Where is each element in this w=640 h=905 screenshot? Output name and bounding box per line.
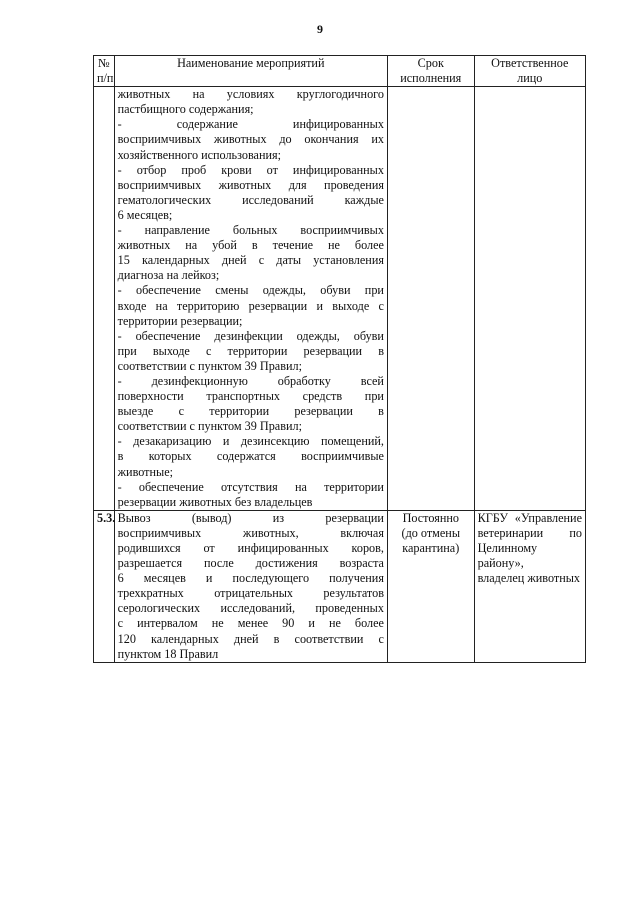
page-number: 9 xyxy=(317,22,323,36)
cell-responsible xyxy=(474,510,585,662)
text-line: восприимчивых животных, включая xyxy=(117,525,384,540)
text-line: восприимчивых животных до окончания их xyxy=(117,132,384,147)
text-line: разрешается после достижения возраста xyxy=(117,556,384,571)
header-responsible: Ответственное лицо xyxy=(474,56,585,87)
text-line: - содержание инфицированных xyxy=(117,117,384,132)
text-line: входе на территорию резервации и выходе с xyxy=(117,298,384,313)
table-header-row xyxy=(94,56,586,87)
text-line: животные; xyxy=(117,464,174,479)
text-line: при выходе с территории резервации в xyxy=(117,343,384,358)
text-line: животных на убой в течение не более xyxy=(117,238,384,253)
text-line: серологических исследований, проведенных xyxy=(117,601,384,616)
header-term: Срок исполнения xyxy=(387,56,474,87)
text-line: хозяйственного использования; xyxy=(117,147,281,162)
text-line: - обеспечение смены одежды, обуви при xyxy=(117,283,384,298)
cell-measures-text xyxy=(114,510,387,662)
text-line: 6 месяцев; xyxy=(117,207,173,222)
text-line: соответствии с пунктом 39 Правил; xyxy=(117,358,302,373)
text-line: - обеспечение дезинфекции одежды, обуви xyxy=(117,328,384,343)
text-line: диагноза на лейкоз; xyxy=(117,268,220,283)
text-line: (до отмены xyxy=(401,525,461,540)
text-line: - направление больных восприимчивых xyxy=(117,223,384,238)
text-line: территории резервации; xyxy=(117,313,243,328)
header-num: № п/п xyxy=(94,56,115,87)
text-line: пунктом 18 Правил xyxy=(117,646,219,661)
text-line: трехкратных отрицательных результатов xyxy=(117,586,384,601)
text-line: животных на условиях круглогодичного xyxy=(117,87,384,102)
text-line: - дезинфекционную обработку всей xyxy=(117,373,384,388)
cell-num xyxy=(94,87,115,511)
text-line: - дезакаризацию и дезинсекцию помещений, xyxy=(117,434,384,449)
text-line: с интервалом не менее 90 и не более xyxy=(117,616,384,631)
text-line: резервации животных без владельцев xyxy=(117,494,313,509)
measures-table xyxy=(93,55,586,663)
cell-num: 5.3. xyxy=(94,510,115,662)
table-row-5-3 xyxy=(94,510,586,662)
text-line: гематологических исследований каждые xyxy=(117,192,384,207)
text-line: пастбищного содержания; xyxy=(117,102,254,117)
text-line: - отбор проб крови от инфицированных xyxy=(117,162,384,177)
text-line: району», xyxy=(477,556,524,571)
cell-term xyxy=(387,87,474,511)
text-line: - обеспечение отсутствия на территории xyxy=(117,479,384,494)
text-line: родившихся от инфицированных коров, xyxy=(117,541,384,555)
header-name: Наименование мероприятий xyxy=(114,56,387,87)
cell-measures-text xyxy=(114,87,387,511)
text-line: восприимчивых животных для проведения xyxy=(117,177,384,192)
text-line: Целинному xyxy=(477,541,538,555)
table-row-continuation xyxy=(94,87,586,511)
text-line: ветеринарии по xyxy=(477,525,582,540)
text-line: 120 календарных дней в соответствии с xyxy=(117,631,384,646)
text-line: Вывоз (вывод) из резервации xyxy=(117,510,384,525)
cell-responsible xyxy=(474,87,585,511)
text-line: 15 календарных дней с даты установления xyxy=(117,253,384,268)
text-line: выезде с территории резервации в xyxy=(117,404,384,419)
text-line: в которых содержатся восприимчивые xyxy=(117,449,384,464)
text-line: КГБУ «Управление xyxy=(477,510,582,525)
text-line: соответствии с пунктом 39 Правил; xyxy=(117,419,302,434)
text-line: поверхности транспортных средств при xyxy=(117,389,384,404)
cell-term xyxy=(387,510,474,662)
text-line: владелец животных xyxy=(477,571,581,586)
text-line: Постоянно xyxy=(402,510,459,525)
text-line: 6 месяцев и последующего получения xyxy=(117,571,384,586)
text-line: карантина) xyxy=(402,541,460,555)
